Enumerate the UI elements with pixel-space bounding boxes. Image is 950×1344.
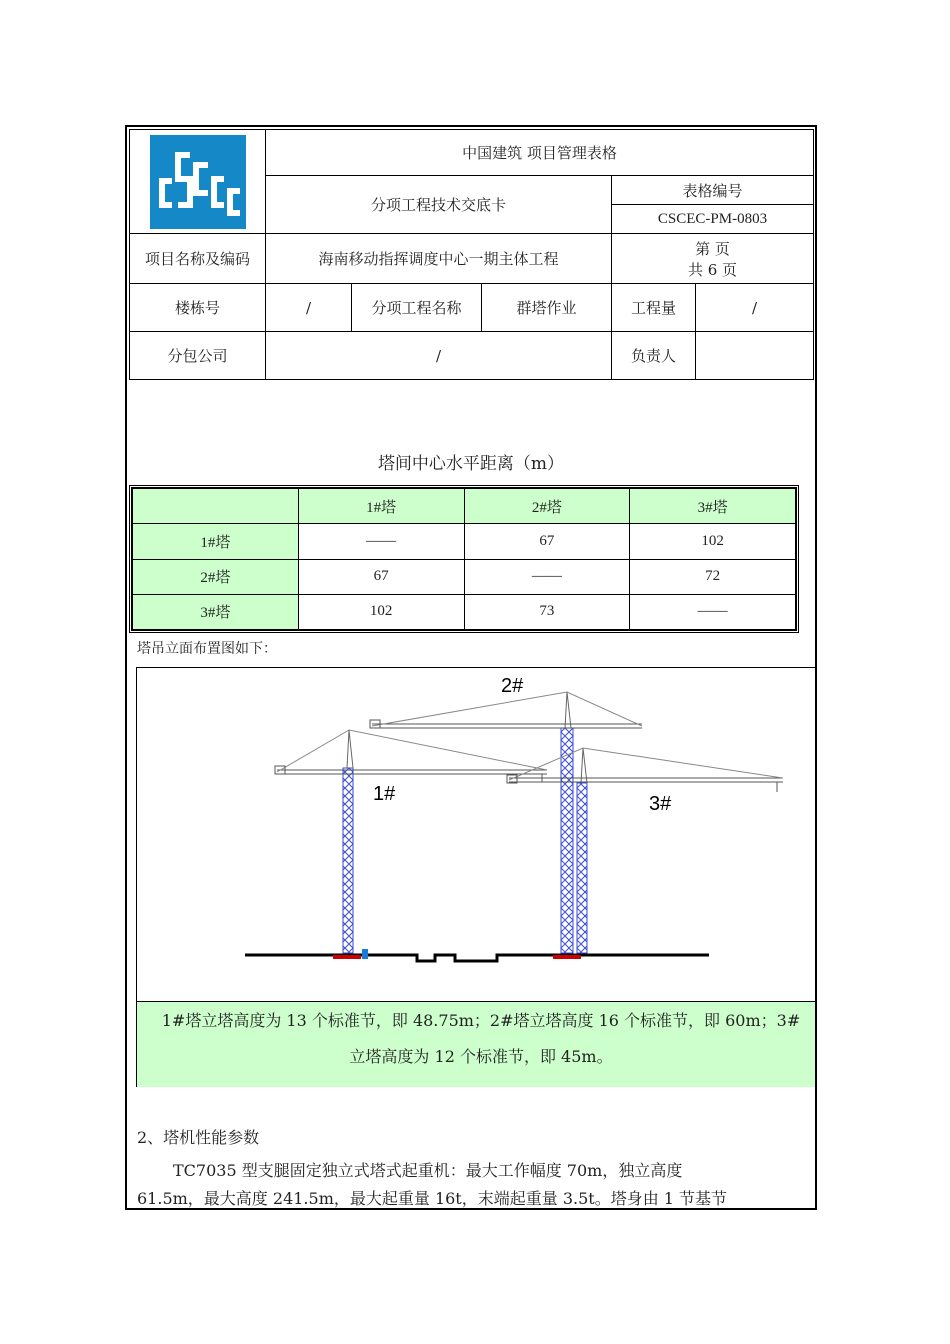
table-cell: 72: [630, 559, 796, 594]
company-form-title: 中国建筑 项目管理表格: [266, 130, 814, 176]
form-sheet: [125, 125, 817, 1210]
crane-1-label: 1#: [373, 783, 396, 805]
header-cell: [133, 489, 299, 524]
building-value: /: [266, 284, 352, 332]
table-cell: 67: [298, 559, 464, 594]
header-table: [129, 129, 814, 380]
building-label: 楼栋号: [130, 284, 266, 332]
form-no-label: 表格编号: [612, 176, 814, 205]
page-number: 第 页: [695, 239, 730, 258]
quantity-label: 工程量: [612, 284, 696, 332]
table-cell: 67: [464, 524, 630, 559]
owner-label: 负责人: [612, 332, 696, 380]
row-header: 3#塔: [133, 594, 299, 629]
row-header: 1#塔: [133, 524, 299, 559]
subitem-label: 分项工程名称: [352, 284, 482, 332]
header-cell: 3#塔: [630, 489, 796, 524]
section-2-heading: 2、塔机性能参数: [137, 1128, 260, 1147]
project-label: 项目名称及编码: [130, 234, 266, 284]
subitem-value: 群塔作业: [482, 284, 612, 332]
card-title: 分项工程技术交底卡: [266, 176, 612, 234]
crane-3-label: 3#: [649, 793, 672, 815]
page-info: [612, 234, 814, 284]
logo-cell: [130, 130, 266, 234]
table-cell: ——: [630, 594, 796, 629]
table-row: [133, 524, 796, 559]
cscec-logo: [150, 135, 246, 229]
distance-header-row: [133, 489, 796, 524]
table-row: [133, 559, 796, 594]
section-2-line-1: TC7035 型支腿固定独立式塔式起重机：最大工作幅度 70m，独立高度: [173, 1161, 683, 1180]
row-header: 2#塔: [133, 559, 299, 594]
table-cell: ——: [298, 524, 464, 559]
subcontractor-value: /: [266, 332, 612, 380]
quantity-value: /: [696, 284, 814, 332]
table-cell: 102: [298, 594, 464, 629]
table-row: [133, 594, 796, 629]
form-no: CSCEC-PM-0803: [612, 205, 814, 234]
tower-crane-1: [275, 730, 547, 953]
tower-crane-2: [370, 692, 642, 953]
tower-crane-3: [507, 748, 783, 953]
section-2-line-2: 61.5m，最大高度 241.5m，最大起重量 16t，末端起重量 3.5t。塔身由 1 节基节: [137, 1189, 728, 1208]
header-cell: 1#塔: [298, 489, 464, 524]
table-cell: ——: [464, 559, 630, 594]
distance-title: 塔间中心水平距离（m）: [377, 454, 565, 474]
crane-2-label: 2#: [501, 675, 524, 697]
project-name: 海南移动指挥调度中心一期主体工程: [266, 234, 612, 284]
table-cell: 73: [464, 594, 630, 629]
elevation-caption: 塔吊立面布置图如下：: [137, 641, 277, 657]
header-cell: 2#塔: [464, 489, 630, 524]
owner-value: [696, 332, 814, 380]
elevation-figure: [136, 667, 816, 1087]
subcontractor-label: 分包公司: [130, 332, 266, 380]
ground-line: [245, 949, 709, 961]
height-note: [137, 1001, 817, 1087]
total-pages: 共 6 页: [687, 260, 738, 279]
height-note-line2: 立塔高度为 12 个标准节，即 45m。: [349, 1047, 613, 1066]
distance-table: [129, 485, 799, 633]
table-cell: 102: [630, 524, 796, 559]
crane-elevation-drawing: [137, 668, 817, 1003]
height-note-line1: 1#塔立塔高度为 13 个标准节，即 48.75m；2#塔立塔高度 16 个标准节，即 60m；3#: [161, 1011, 801, 1030]
